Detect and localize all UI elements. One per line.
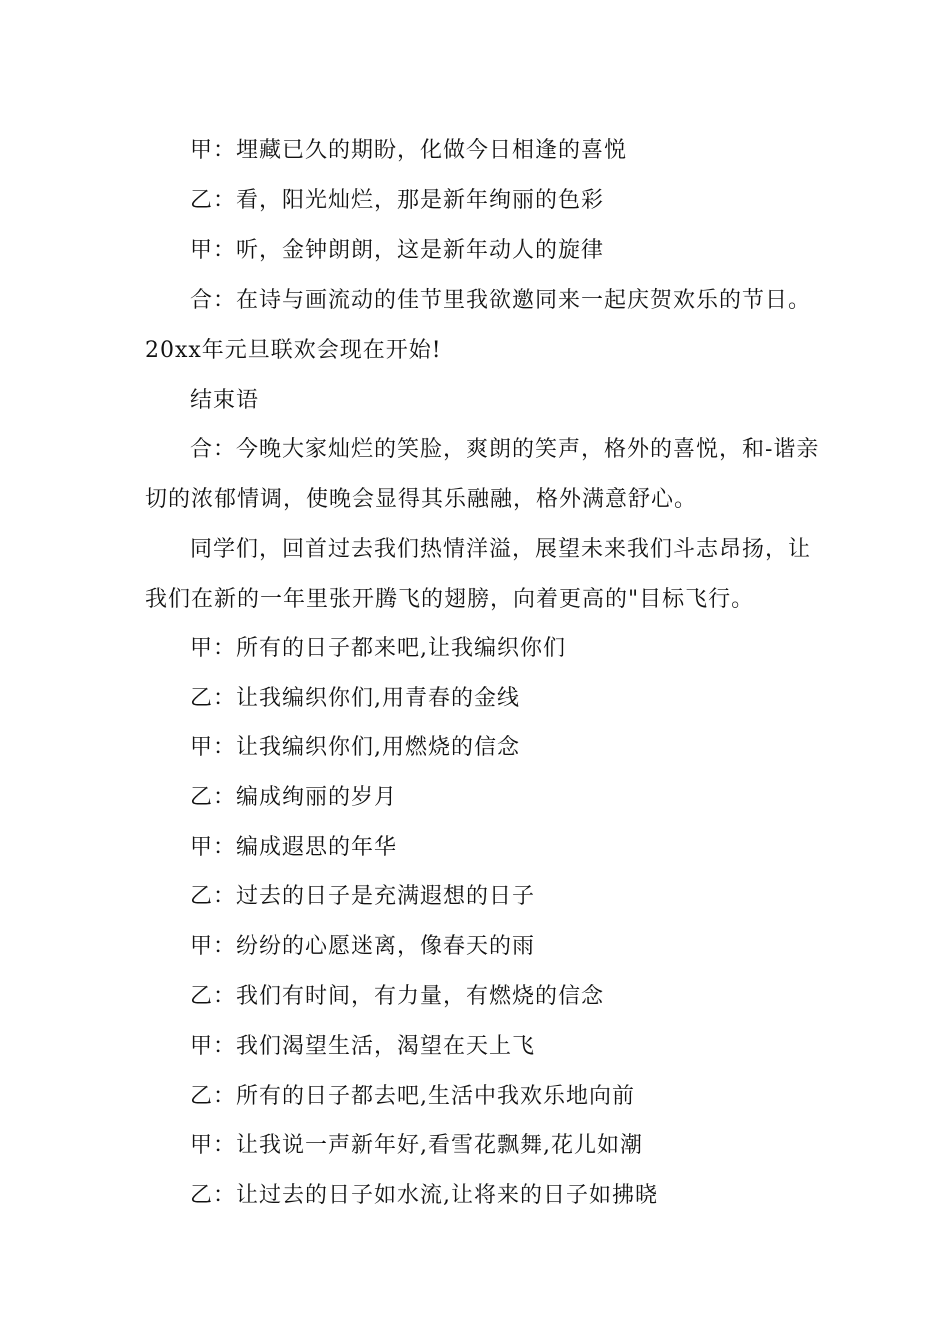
text-line: 甲：我们渴望生活，渴望在天上飞 [190,1034,536,1059]
text-line: 甲：听，金钟朗朗，这是新年动人的旋律 [190,238,605,263]
text-line: 甲：纷纷的心愿迷离，像春天的雨 [190,934,536,959]
text-line: 乙：编成绚丽的岁月 [190,785,398,810]
section-heading: 结束语 [190,388,260,413]
text-line: 我们在新的一年里张开腾飞的翅膀，向着更高的"目标飞行。 [145,587,755,612]
text-line: 乙：让过去的日子如水流,让将来的日子如拂晓 [190,1183,658,1208]
text-line: 甲：让我编织你们,用燃烧的信念 [190,735,520,760]
text-line: 乙：所有的日子都去吧,生活中我欢乐地向前 [190,1084,635,1109]
text-line: 同学们，回首过去我们热情洋溢，展望未来我们斗志昂扬，让 [190,537,812,562]
text-line: 甲：编成遐思的年华 [190,835,398,860]
text-line: 合：今晚大家灿烂的笑脸，爽朗的笑声，格外的喜悦，和-谐亲 [190,437,820,462]
text-line: 乙：我们有时间，有力量，有燃烧的信念 [190,984,605,1009]
text-line: 甲：所有的日子都来吧,让我编织你们 [190,636,566,661]
text-line: 切的浓郁情调，使晚会显得其乐融融，格外满意舒心。 [145,487,698,512]
text-line: 20xx年元旦联欢会现在开始! [145,338,442,363]
text-line: 合：在诗与画流动的佳节里我欲邀同来一起庆贺欢乐的节日。 [190,288,812,313]
text-line: 甲：让我说一声新年好,看雪花飘舞,花儿如潮 [190,1133,643,1158]
text-line: 乙：过去的日子是充满遐想的日子 [190,884,536,909]
text-line: 乙：让我编织你们,用青春的金线 [190,686,520,711]
text-line: 甲：埋藏已久的期盼，化做今日相逢的喜悦 [190,138,628,163]
text-line: 乙：看，阳光灿烂，那是新年绚丽的色彩 [190,188,605,213]
